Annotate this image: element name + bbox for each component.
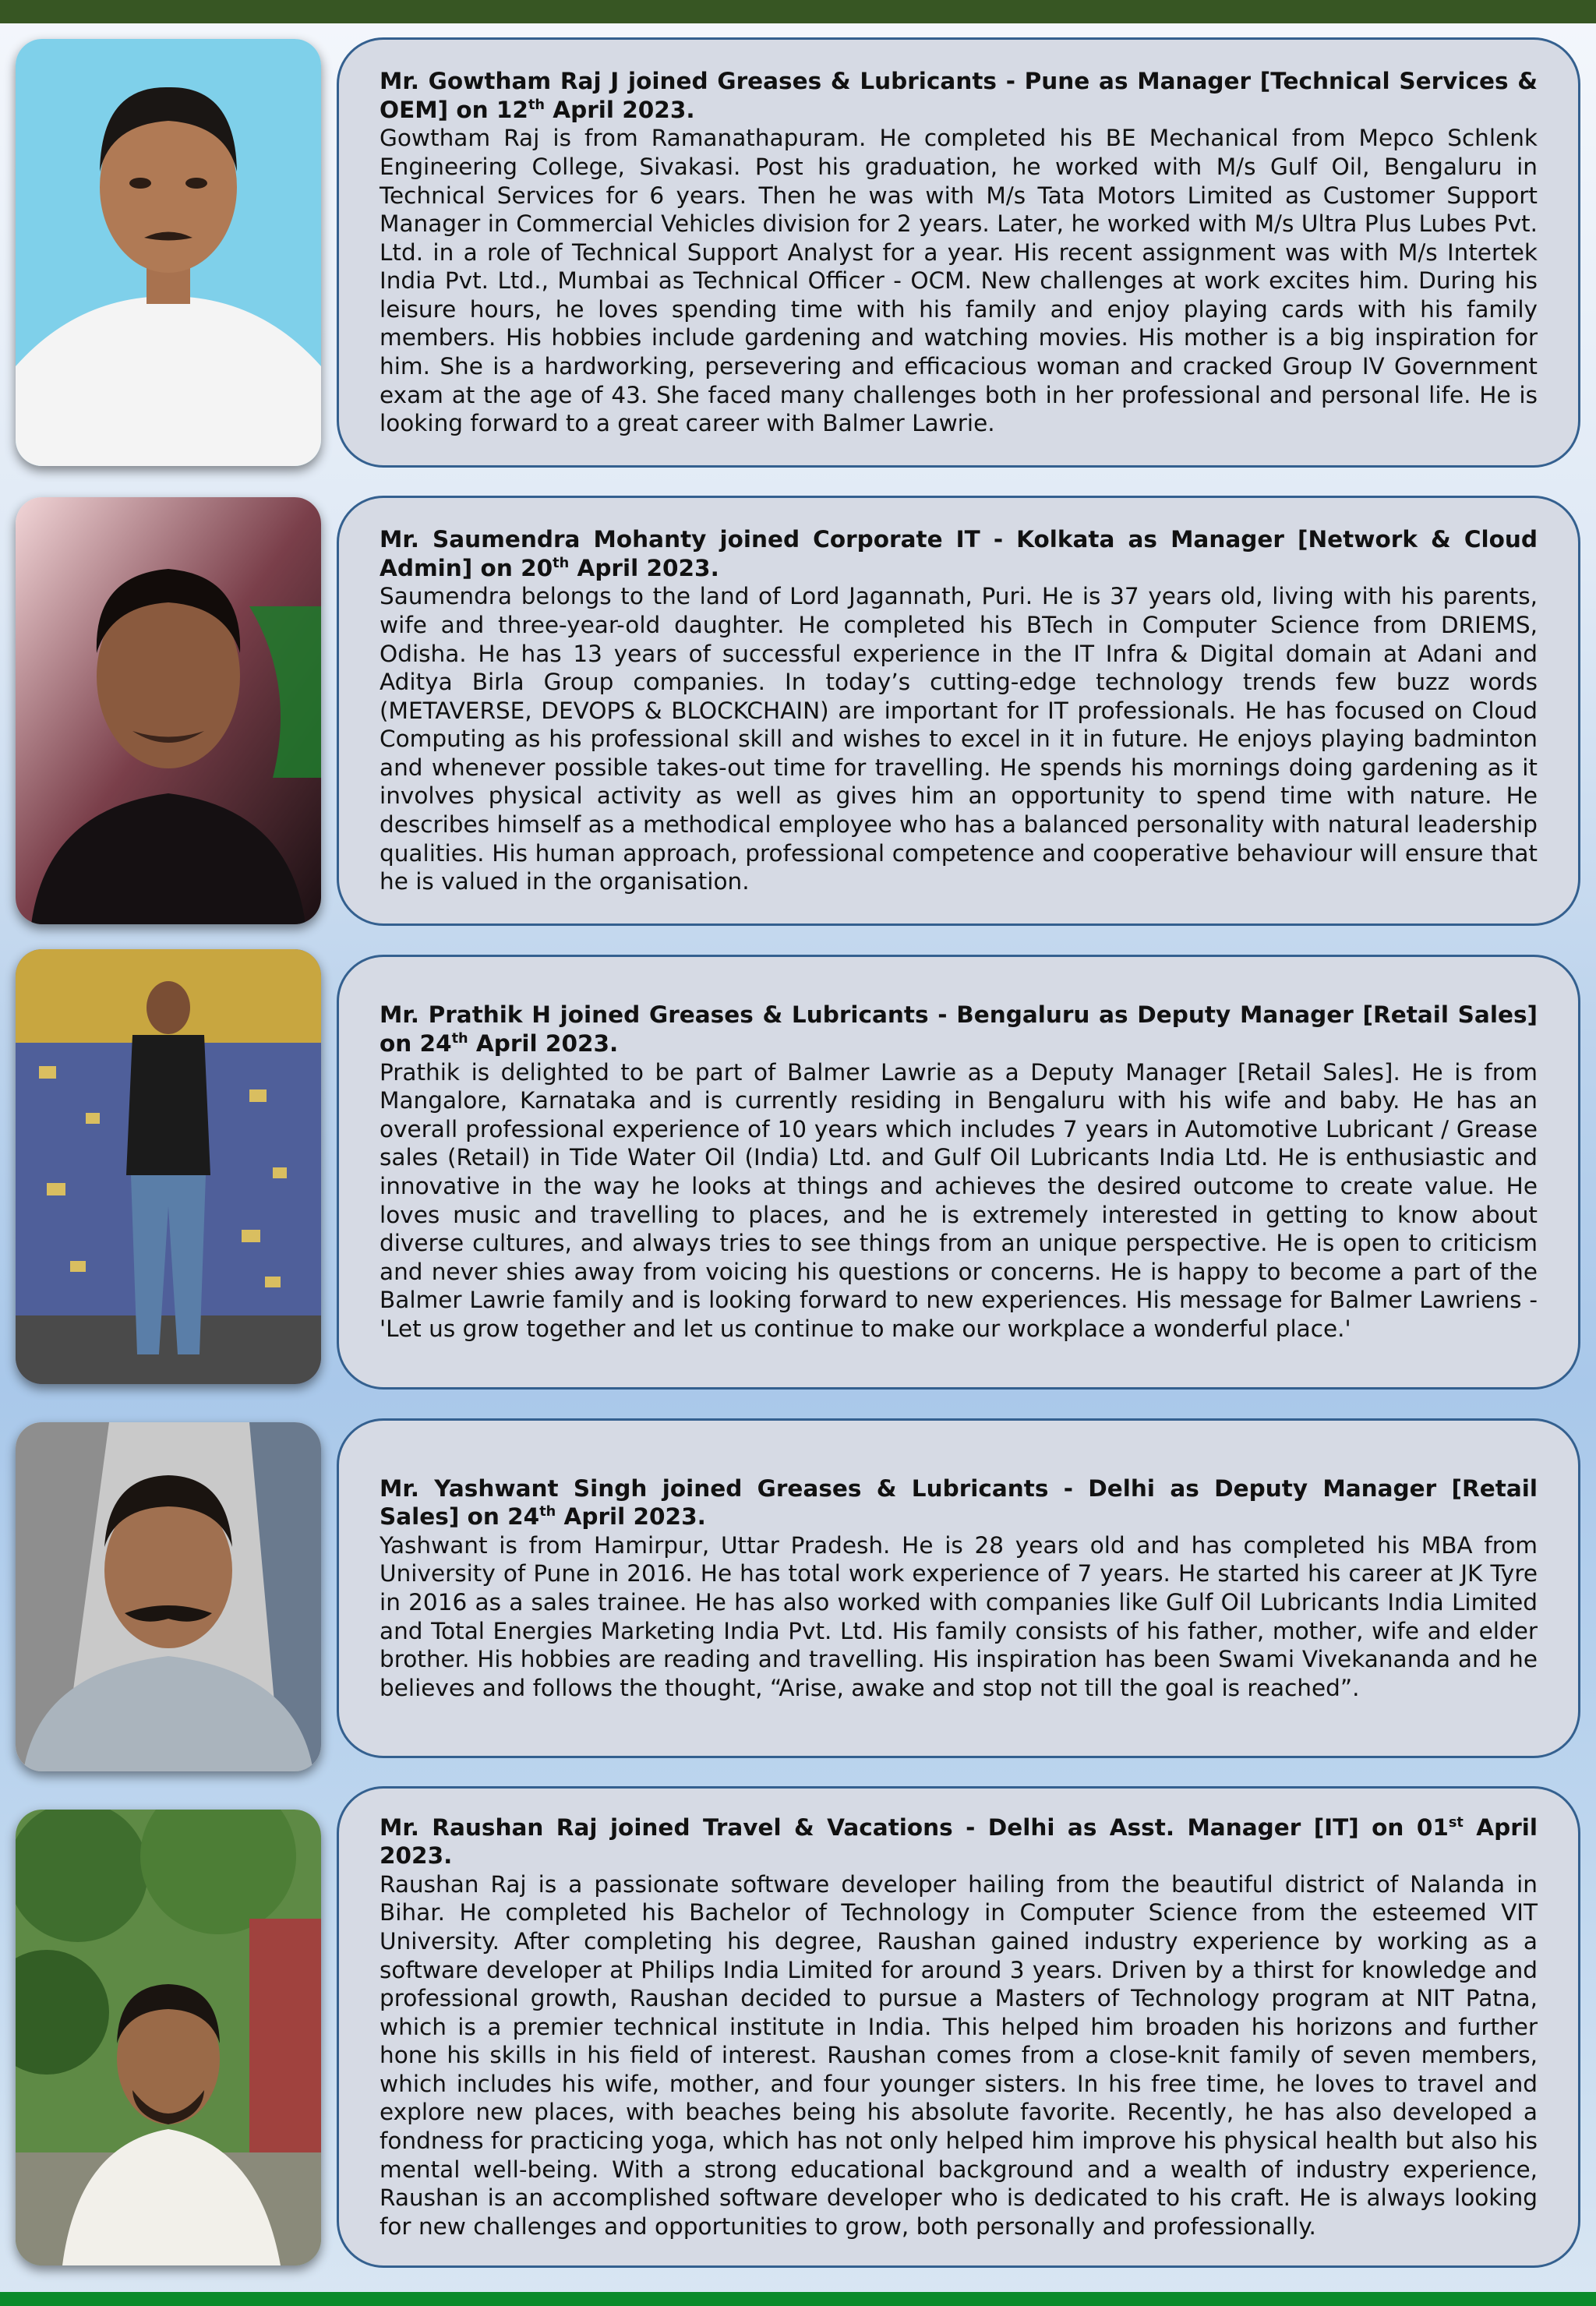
profile-description: Gowtham Raj is from Ramanathapuram. He completed his BE Mechanical from Mepco Schlenk Engineering College, Sivakasi. Post his graduation, he worked with M/s Gulf Oil, Bengaluru in Technical Services for 6 years. Then he was with M/s Tata Motors Limited as Customer Support Manager in Commercial Vehicles division for 2 years. Later, he worked with M/s Ultra Plus Lubes Pvt. Ltd. in a role of Technical Support Analyst for a year. His recent assignment was with M/s Intertek India Pvt. Ltd., Mumbai as Technical Officer - OCM. New challenges at work excites him. During his leisure hours, he loves spending time with his family and enjoy playing cards with his family members. His hobbies include gardening and watching movies. His mother is a big inspiration for him. She is a hardworking, persevering and efficacious woman and cracked Group IV Government exam at the age of 43. She faced many challenges both in her professional and personal life. He is looking forward to a great career with Balmer Lawrie. <box>380 125 1538 437</box>
heading-date-text: April 2023. <box>380 1813 1538 1870</box>
profile-card-saumendra-mohanty <box>337 496 1580 926</box>
heading-text: Mr. Raushan Raj joined Travel & Vacations - Delhi as Asst. Manager [IT] on 01 <box>380 1813 1449 1841</box>
profile-card-prathik-h <box>337 955 1580 1390</box>
profile-description: Prathik is delighted to be part of Balmer Lawrie as a Deputy Manager [Retail Sales]. He is from Mangalore, Karnataka and is currently residing in Bengaluru with his wife and baby. He has an overall professional experience of 10 years which includes 7 years in Automotive Lubricant / Grease sales (Retail) in Tide Water Oil (India) Ltd. and Gulf Oil Lubricants India Ltd. He is enthusiastic and innovative in the way he looks at things and achieves the desired outcome to create value. He loves music and travelling to places, and he is extremely interested in getting to know about diverse cultures, and always tries to see things from an unique perspective. He is open to criticism and never shies away from voicing his questions or concerns. He is happy to become a part of the Balmer Lawrie family and is looking forward to new experiences. His message for Balmer Lawriens - 'Let us grow together and let us continue to make our workplace a wonderful place.' <box>380 1058 1538 1342</box>
profile-card-raushan-raj <box>337 1786 1580 2268</box>
heading-text: Mr. Gowtham Raj J joined Greases & Lubricants - Pune as Manager [Technical Services & OEM] on 12 <box>380 68 1538 123</box>
profile-photo-raushan-raj <box>16 1810 321 2265</box>
top-banner-bar <box>0 0 1596 23</box>
profile-description: Saumendra belongs to the land of Lord Jagannath, Puri. He is 37 years old, living with his parents, wife and three-year-old daughter. He completed his BTech in Computer Science from DRIEMS, Odisha. He has 13 years of successful experience in the IT Infra & Digital domain at Adani and Aditya Birla Group companies. In today’s cutting-edge technology trends few buzz words (METAVERSE, DEVOPS & BLOCKCHAIN) are important for IT professionals. He has focused on Cloud Computing as his professional skill and wishes to excel in it in future. He enjoys playing badminton and whenever possible takes-out time for travelling. He spends his mornings doing gardening as it involves physical activity as well as gives him an opportunity to spend time with nature. He describes himself as a methodical employee who has a balanced personality with natural leadership qualities. His human approach, professional competence and cooperative behaviour will ensure that he is valued in the organisation. <box>380 583 1538 895</box>
profile-photo-prathik-h <box>16 949 321 1384</box>
profile-heading <box>380 1813 1538 1870</box>
profile-heading <box>380 1001 1538 1058</box>
date-ordinal-suffix: th <box>528 97 545 113</box>
date-ordinal-suffix: th <box>451 1031 468 1047</box>
profile-heading <box>380 67 1538 124</box>
profile-description: Yashwant is from Hamirpur, Uttar Pradesh. He is 28 years old and has completed his MBA from University of Pune in 2016. He has total work experience of 7 years. He started his career at JK Tyre in 2016 as a sales trainee. He has also worked with companies like Gulf Oil Lubricants India Limited and Total Energies Marketing India Pvt. Ltd. His family consists of his father, mother, wife and elder brother. His hobbies are reading and travelling. His inspiration has been Swami Vivekananda and he believes and follows the thought, “Arise, awake and stop not till the goal is reached”. <box>380 1531 1538 1701</box>
date-ordinal-suffix: th <box>553 555 570 571</box>
profile-photo-yashwant-singh <box>16 1422 321 1771</box>
heading-text: Mr. Prathik H joined Greases & Lubricants - Bengaluru as Deputy Manager [Retail Sales] on 24 <box>380 1001 1538 1058</box>
profile-photo-gowtham-raj <box>16 39 321 466</box>
heading-text: Mr. Yashwant Singh joined Greases & Lubricants - Delhi as Deputy Manager [Retail Sales] on 24 <box>380 1474 1538 1531</box>
profile-heading <box>380 525 1538 582</box>
heading-date-text: April 2023. <box>556 1503 706 1531</box>
heading-text: Mr. Saumendra Mohanty joined Corporate IT - Kolkata as Manager [Network & Cloud Admin] on 20 <box>380 526 1538 581</box>
date-ordinal-suffix: st <box>1448 1814 1464 1831</box>
profile-heading <box>380 1474 1538 1531</box>
profile-photo-saumendra-mohanty <box>16 497 321 924</box>
heading-date-text: April 2023. <box>468 1030 619 1058</box>
bottom-banner-bar <box>0 2292 1596 2306</box>
profile-card-gowtham-raj <box>337 37 1580 468</box>
heading-date-text: April 2023. <box>545 96 695 123</box>
heading-date-text: April 2023. <box>569 554 719 581</box>
profile-description: Raushan Raj is a passionate software developer hailing from the beautiful district of Nalanda in Bihar. He completed his Bachelor of Technology in Computer Science from the esteemed VIT University. After completing his degree, Raushan gained industry experience by working as a software developer at Philips India Limited for around 3 years. Driven by a thirst for knowledge and professional growth, Raushan decided to pursue a Masters of Technology program at NIT Patna, which is a premier technical institute in India. This helped him broaden his horizons and further hone his skills in his field of interest. Raushan comes from a close-knit family of seven members, which includes his wife, mother, and four younger sisters. In his free time, he loves to travel and explore new places, with beaches being his absolute favorite. Recently, he has also developed a fondness for practicing yoga, which has not only helped him improve his physical health but also his mental well-being. With a strong educational background and a wealth of industry experience, Raushan is an accomplished software developer who is dedicated to his craft. He is always looking for new challenges and opportunities to grow, both personally and professionally. <box>380 1870 1538 2240</box>
date-ordinal-suffix: th <box>539 1504 556 1520</box>
profile-card-yashwant-singh <box>337 1418 1580 1758</box>
